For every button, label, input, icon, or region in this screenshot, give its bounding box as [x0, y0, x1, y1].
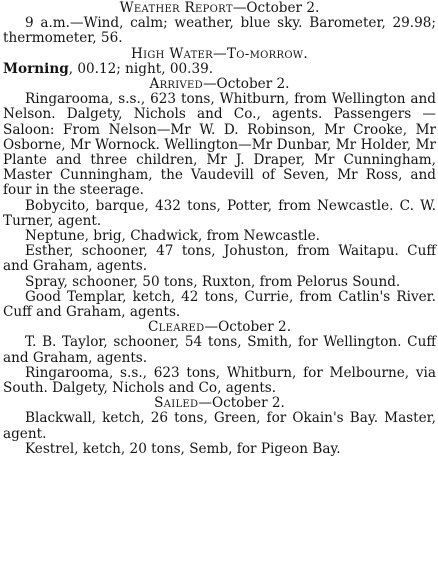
arrived-heading: Arrived—October 2. — [149, 76, 290, 93]
cleared-section — [3, 320, 436, 396]
high-water-section — [3, 47, 436, 77]
sailed-entry: Blackwall, ketch, 26 tons, Green, for Okain's Bay. Master, agent. — [3, 410, 436, 442]
high-water-times: , 00.12; night, 00.39. — [68, 60, 214, 77]
arrived-entry: Good Templar, ketch, 42 tons, Currie, from Catlin's River. Cuff and Graham, agents. — [3, 288, 436, 321]
high-water-text — [3, 62, 436, 77]
arrived-section — [3, 77, 436, 320]
arrived-entry: Ringarooma, s.s., 623 tons, Whitburn, from Wellington and Nelson. Dalgety, Nichols and Co., agents. Passengers — Saloon: From Nelson—Mr W. D. Robinson, Mr Crooke, Mr Osborne, Mr Wornock. Wellington—Mr Dunbar, Mr Holder, Mr Plante and three children, Mr J. Draper, Mr Cunningham, Master Cunningham, the Vaudevill of Seven, Mr Ross, and four in the steerage. — [3, 91, 436, 199]
sailed-heading-caps: Sailed — [154, 395, 199, 412]
arrived-heading-caps: Arrived — [149, 76, 203, 93]
arrived-entry: Bobycito, barque, 432 tons, Potter, from Newcastle. C. W. Turner, agent. — [3, 197, 436, 229]
cleared-heading: Cleared—October 2. — [147, 319, 292, 336]
sailed-heading-date: October 2. — [211, 395, 285, 412]
arrived-heading-date: October 2. — [216, 76, 290, 93]
weather-report-text: 9 a.m.—Wind, calm; weather, blue sky. Barometer, 29.98; thermometer, 56. — [3, 15, 436, 47]
cleared-entry: Ringarooma, s.s., 623 tons, Whitburn, for Melbourne, via South. Dalgety, Nichols and Co, agents. — [3, 364, 436, 397]
cleared-heading-caps: Cleared — [147, 319, 205, 336]
arrived-entry: Neptune, brig, Chadwick, from Newcastle. — [25, 228, 321, 245]
sailed-entry: Kestrel, ketch, 20 tons, Semb, for Pigeon Bay. — [25, 440, 341, 457]
weather-report-section — [3, 1, 436, 47]
high-water-morning-label: Morning — [3, 60, 69, 77]
weather-report-heading-caps: Weather Report — [119, 0, 233, 16]
cleared-heading-date: October 2. — [218, 319, 292, 336]
sailed-section — [3, 396, 436, 457]
arrived-entry: Spray, schooner, 50 tons, Ruxton, from Pelorus Sound. — [25, 273, 401, 290]
weather-report-heading: Weather Report—October 2. — [119, 0, 320, 16]
weather-report-heading-date: October 2. — [246, 0, 320, 16]
sailed-heading: Sailed—October 2. — [154, 395, 285, 412]
cleared-entry: T. B. Taylor, schooner, 54 tons, Smith, for Wellington. Cuff and Graham, agents. — [3, 334, 436, 366]
arrived-entry: Esther, schooner, 47 tons, Johuston, from Waitapu. Cuff and Graham, agents. — [3, 243, 436, 275]
high-water-heading: High Water—To-morrow. — [130, 45, 309, 62]
